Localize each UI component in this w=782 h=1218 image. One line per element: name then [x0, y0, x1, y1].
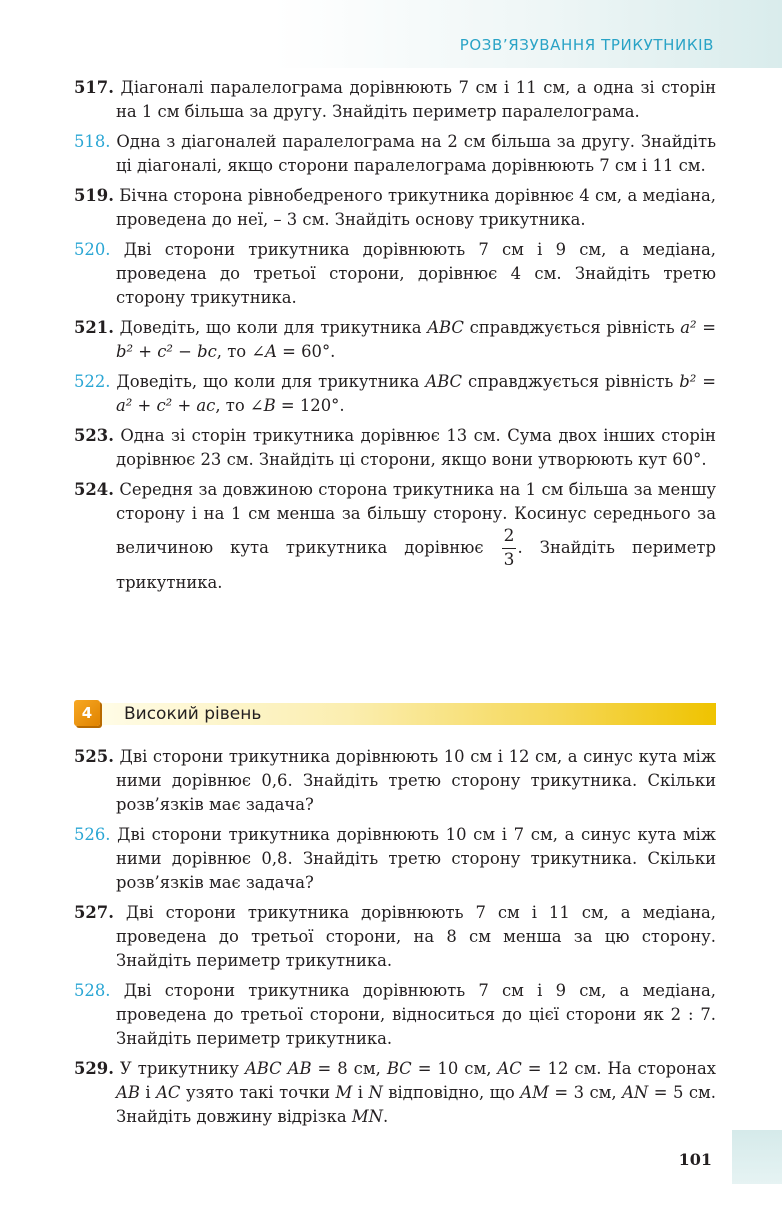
- problem-number: 517.: [74, 78, 114, 97]
- math-expression: AB: [116, 1083, 140, 1102]
- level-4-icon: 4: [74, 700, 100, 726]
- problem-text: Дві сторони трикутника дорівнюють 7 см і 9 см, а медіана, проведена до третьої сторони, відноситься до цієї сторони як 2 : 7. Знайдіть периметр трикутника.: [116, 981, 716, 1048]
- math-expression: AN: [622, 1083, 649, 1102]
- problem-text: справджується рівність: [468, 372, 674, 391]
- problem-text: = 10 см,: [411, 1059, 498, 1078]
- math-expression: A: [265, 342, 277, 361]
- problem-number: 529.: [74, 1059, 114, 1078]
- problem-text: справджується рівність: [469, 318, 675, 337]
- math-expression: a² = b² + c² − bc: [116, 318, 717, 361]
- problem-number: 528.: [74, 981, 111, 1000]
- problem-text: Дві сторони трикутника дорівнюють 7 см і 9 см, а медіана, проведена до третьої сторони, дорівнює 4 см. Знайдіть третю сторону трикутника.: [116, 240, 716, 307]
- level-banner: [74, 700, 716, 726]
- problem-text: Середня за довжиною сторона трикутника на 1 см більша за меншу сторону і на 1 см менша за більшу сторону. Косинус середнього за величиною кута трикутника дорівнює: [116, 480, 716, 557]
- problem-text: .: [382, 1107, 389, 1126]
- math-expression: AC: [156, 1083, 181, 1102]
- problem-number: 527.: [74, 903, 114, 922]
- problem-526: [74, 823, 716, 895]
- problem-520: [74, 238, 716, 310]
- problems-group-a: [74, 76, 716, 601]
- problem-text: = 5 см. Знайдіть довжину відрізка: [116, 1083, 716, 1126]
- problem-text: Діагоналі паралелограма дорівнюють 7 см і 11 см, а одна зі сторін на 1 см більша за другу. Знайдіть периметр паралелограма.: [116, 78, 716, 121]
- problem-text: Доведіть, що коли для трикутника: [119, 318, 422, 337]
- problem-text: = 60°.: [276, 342, 336, 361]
- math-expression: M: [335, 1083, 353, 1102]
- problem-text: Дві сторони трикутника дорівнюють 7 см і 11 см, а медіана, проведена до третьої сторони, на 8 см менша за цю сторону. Знайдіть периметр трикутника.: [116, 903, 716, 970]
- problem-517: [74, 76, 716, 124]
- problem-521: [74, 316, 716, 364]
- math-expression: ABC: [427, 318, 464, 337]
- problem-text: узято такі точки: [180, 1083, 336, 1102]
- math-expression: b² = a² + c² + ac: [116, 372, 716, 415]
- problem-524: [74, 478, 716, 595]
- problem-number: 525.: [74, 747, 114, 766]
- problem-528: [74, 979, 716, 1051]
- problem-number: 521.: [74, 318, 114, 337]
- problem-text: і: [139, 1083, 157, 1102]
- math-expression: MN: [351, 1107, 383, 1126]
- problem-number: 526.: [74, 825, 111, 844]
- problem-text: Доведіть, що коли для трикутника: [116, 372, 420, 391]
- problem-number: 524.: [74, 480, 114, 499]
- fraction: [502, 526, 517, 571]
- problem-text: Бічна сторона рівнобедреного трикутника дорівнює 4 см, а медіана, проведена до неї, – 3 см. Знайдіть основу трикутника.: [116, 186, 716, 229]
- level-label: Високий рівень: [124, 704, 262, 724]
- problem-text: = 8 см,: [311, 1059, 387, 1078]
- problem-text: . Знайдіть периметр трикутника.: [116, 538, 716, 592]
- problem-518: [74, 130, 716, 178]
- problem-text: = 120°.: [275, 396, 345, 415]
- problem-523: [74, 424, 716, 472]
- fraction-denominator: 3: [503, 550, 515, 570]
- fraction-numerator: 2: [502, 526, 517, 549]
- problems-group-b: [74, 745, 716, 1135]
- problem-525: [74, 745, 716, 817]
- problem-text: відповідно, що: [382, 1083, 521, 1102]
- running-title: РОЗВ’ЯЗУВАННЯ ТРИКУТНИКІВ: [459, 36, 714, 54]
- problem-text: Одна зі сторін трикутника дорівнює 13 см. Сума двох інших сторін дорівнює 23 см. Знайдіть ці сторони, якщо вони утворюють кут 60°.: [116, 426, 716, 469]
- problem-number: 519.: [74, 186, 114, 205]
- math-expression: ABC AB: [244, 1059, 312, 1078]
- page-number: 101: [678, 1150, 712, 1169]
- problem-text: Дві сторони трикутника дорівнюють 10 см і 7 см, а синус кута між ними дорівнює 0,8. Знайдіть третю сторону трикутника. Скільки розв’язків має задача?: [116, 825, 716, 892]
- problem-number: 522.: [74, 372, 111, 391]
- problem-text: Одна з діагоналей паралелограма на 2 см більша за другу. Знайдіть ці діагоналі, якщо сторони паралелограма дорівнюють 7 см і 11 см.: [116, 132, 716, 175]
- problem-text: Дві сторони трикутника дорівнюють 10 см і 12 см, а синус кута між ними дорівнює 0,6. Знайдіть третю сторону трикутника. Скільки розв’язків має задача?: [116, 747, 716, 814]
- math-expression: BC: [386, 1059, 412, 1078]
- problem-number: 518.: [74, 132, 111, 151]
- math-expression: N: [368, 1083, 383, 1102]
- math-expression: AM: [520, 1083, 549, 1102]
- problem-text: = 12 см. На сторонах: [521, 1059, 716, 1078]
- problem-519: [74, 184, 716, 232]
- problem-527: [74, 901, 716, 973]
- header-band: [0, 0, 782, 68]
- problem-number: 523.: [74, 426, 114, 445]
- page-corner-tab: [732, 1130, 782, 1184]
- math-expression: AC: [497, 1059, 522, 1078]
- problem-529: [74, 1057, 716, 1129]
- math-expression: B: [263, 396, 276, 415]
- problem-number: 520.: [74, 240, 111, 259]
- problem-text: , то ∠: [216, 342, 266, 361]
- problem-text: У трикутнику: [119, 1059, 239, 1078]
- problem-text: , то ∠: [215, 396, 264, 415]
- problem-text: і: [352, 1083, 369, 1102]
- math-expression: ABC: [425, 372, 463, 391]
- problem-text: = 3 см,: [548, 1083, 623, 1102]
- problem-522: [74, 370, 716, 418]
